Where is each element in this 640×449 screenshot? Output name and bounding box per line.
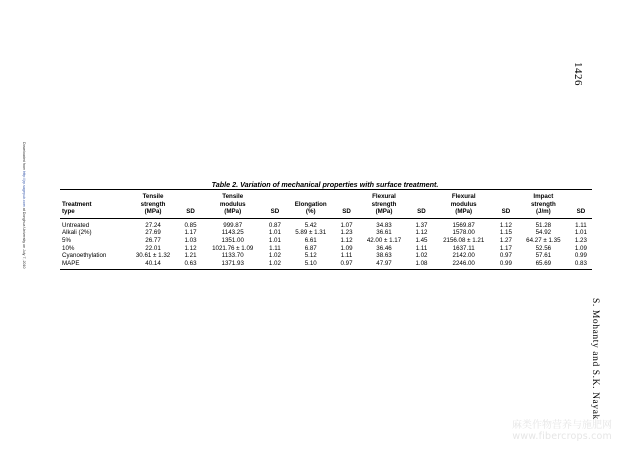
value-cell: 36.61 [376, 229, 392, 237]
value-cell: 1.11 [269, 244, 281, 252]
value-cell: 1.23 [574, 236, 587, 244]
column-header-line: (%) [305, 208, 316, 216]
value-cell: 54.92 [535, 229, 552, 237]
table-row [60, 237, 592, 245]
value-cell: 1.12 [415, 229, 428, 237]
value-cell: 1.08 [415, 259, 428, 267]
value-cell: 1569.87 [452, 221, 475, 229]
value-cell: 6.61 [304, 236, 317, 244]
column-header-line: Elongation [294, 200, 327, 208]
value-cell: 1371.93 [221, 259, 244, 267]
column-header-line: Treatment [62, 200, 92, 208]
download-note-prefix: Downloaded from [22, 142, 26, 171]
value-cell: 2142.00 [452, 252, 475, 260]
value-cell: 1.11 [575, 221, 587, 229]
column-header [286, 190, 336, 219]
value-cell: 1143.25 [221, 229, 244, 237]
column-header-line: SD [501, 208, 511, 216]
value-cell: 51.28 [535, 221, 552, 229]
column-header [433, 190, 495, 219]
value-cell: 0.97 [340, 259, 353, 267]
value-cell: 1.09 [340, 244, 353, 252]
column-header-line: SD [186, 208, 195, 216]
column-header [179, 190, 201, 219]
column-header-line: strength [530, 200, 556, 208]
value-cell: 1.37 [415, 221, 428, 229]
watermark-text: 麻类作物营养与施肥网 [512, 420, 612, 431]
value-cell: 52.56 [535, 244, 552, 252]
value-cell: 30.61 ± 1.32 [135, 252, 171, 260]
value-cell: 64.27 ± 1.35 [526, 236, 561, 244]
column-header [358, 190, 411, 219]
mechanical-properties-table [60, 189, 592, 270]
value-cell: 1.02 [268, 252, 281, 260]
column-header [570, 190, 592, 219]
value-cell: 1.02 [415, 252, 428, 260]
column-header [202, 190, 264, 219]
value-cell: 0.97 [499, 252, 512, 260]
value-cell: 1.09 [574, 244, 587, 252]
table-body [60, 218, 592, 270]
column-header-line: strength [140, 200, 166, 208]
value-cell: 1.17 [184, 229, 197, 237]
download-note-suffix: at Donghua University on July 7, 2010 [22, 207, 26, 269]
column-header-line: SD [417, 208, 426, 216]
column-header [410, 190, 432, 219]
value-cell: 0.99 [574, 252, 587, 260]
treatment-cell: Cyanoethylation [62, 252, 107, 260]
column-header-line: Flexural [451, 193, 476, 200]
column-header [517, 190, 570, 219]
value-cell: 0.99 [499, 259, 512, 267]
value-cell: 1.11 [340, 252, 353, 260]
column-header-line: (MPa) [375, 208, 393, 216]
treatment-cell: Untreated [62, 221, 90, 229]
column-header-line: SD [342, 208, 351, 216]
value-cell: 1.03 [184, 236, 197, 244]
value-cell: 36.46 [376, 244, 392, 252]
value-cell: 1351.00 [221, 236, 244, 244]
value-cell: 1.27 [499, 236, 512, 244]
value-cell: 27.69 [145, 229, 161, 237]
value-cell: 1.02 [268, 259, 281, 267]
value-cell: 27.24 [145, 221, 161, 229]
download-note [22, 142, 26, 268]
value-cell: 1.01 [268, 229, 281, 237]
value-cell: 5.10 [304, 259, 317, 267]
value-cell: 1.45 [415, 236, 428, 244]
table-header-row [60, 190, 592, 219]
value-cell: 0.83 [574, 259, 587, 267]
column-header-line: SD [576, 208, 586, 216]
value-cell: 1.23 [340, 229, 353, 237]
value-cell: 1.01 [574, 229, 587, 237]
value-cell: 22.01 [145, 244, 161, 252]
value-cell: 1.07 [340, 221, 353, 229]
column-header [264, 190, 286, 219]
value-cell: 5.12 [304, 252, 317, 260]
table-row [60, 260, 592, 270]
value-cell: 5.42 [304, 221, 317, 229]
watermark [512, 420, 612, 442]
value-cell: 1.12 [184, 244, 197, 252]
value-cell: 1.21 [184, 252, 197, 260]
value-cell: 42.00 ± 1.17 [366, 236, 402, 244]
value-cell: 1578.00 [452, 229, 475, 237]
table-row [60, 245, 592, 253]
value-cell: 1637.11 [452, 244, 475, 252]
value-cell: 47.97 [376, 259, 392, 267]
value-cell: 65.69 [535, 259, 552, 267]
value-cell: 40.14 [145, 259, 161, 267]
value-cell: 2246.00 [452, 259, 475, 267]
column-header-line: Tensile [142, 193, 164, 200]
value-cell: 1021.76 ± 1.09 [212, 244, 254, 252]
table-caption: Table 2. Variation of mechanical properties with surface treatment. [211, 180, 439, 189]
watermark-url: www.fibercrops.com [512, 431, 612, 442]
column-header-line: modulus [219, 200, 246, 208]
value-cell: 38.63 [376, 252, 392, 260]
column-header [495, 190, 517, 219]
column-header [60, 190, 127, 219]
value-cell: 1.17 [499, 244, 512, 252]
value-cell: 0.85 [184, 221, 197, 229]
page-number: 1426 [572, 62, 584, 86]
column-header-line: (MPa) [144, 208, 162, 216]
column-header-line: strength [371, 200, 397, 208]
value-cell: 1.12 [499, 221, 512, 229]
table-header [60, 190, 592, 219]
value-cell: 34.83 [376, 221, 392, 229]
value-cell: 999.87 [223, 221, 243, 229]
value-cell: 5.89 ± 1.31 [295, 229, 327, 237]
column-header-line: Impact [533, 193, 554, 200]
treatment-cell: 10% [62, 244, 75, 252]
column-header [127, 190, 180, 219]
value-cell: 1.15 [499, 229, 512, 237]
download-note-link[interactable]: http://jrp.sagepub.com [22, 171, 26, 207]
treatment-cell: 5% [62, 236, 71, 244]
column-header-line: type [62, 208, 75, 216]
value-cell: 26.77 [145, 236, 161, 244]
table-row [60, 218, 592, 229]
column-header-line: Tensile [222, 193, 244, 200]
table-row [60, 229, 592, 237]
column-header-line: SD [270, 208, 280, 216]
treatment-cell: MAPE [62, 259, 80, 267]
column-header-line: Flexural [372, 193, 396, 200]
value-cell: 57.61 [535, 252, 552, 260]
value-cell: 1.01 [268, 236, 281, 244]
column-header-line: (MPa) [224, 208, 242, 216]
value-cell: 1.11 [415, 244, 428, 252]
column-header [336, 190, 358, 219]
value-cell: 1133.70 [221, 252, 244, 260]
table-row [60, 252, 592, 260]
running-head: S. Mohanty and S.K. Nayak [590, 298, 600, 420]
value-cell: 0.63 [184, 259, 197, 267]
treatment-cell: Alkali (2%) [62, 229, 92, 237]
column-header-line: (J/m) [535, 208, 551, 216]
column-header-line: modulus [450, 200, 477, 208]
value-cell: 2156.08 ± 1.21 [443, 236, 485, 244]
value-cell: 6.87 [304, 244, 317, 252]
column-header-line: (MPa) [455, 208, 473, 216]
value-cell: 1.12 [340, 236, 353, 244]
value-cell: 0.87 [268, 221, 281, 229]
